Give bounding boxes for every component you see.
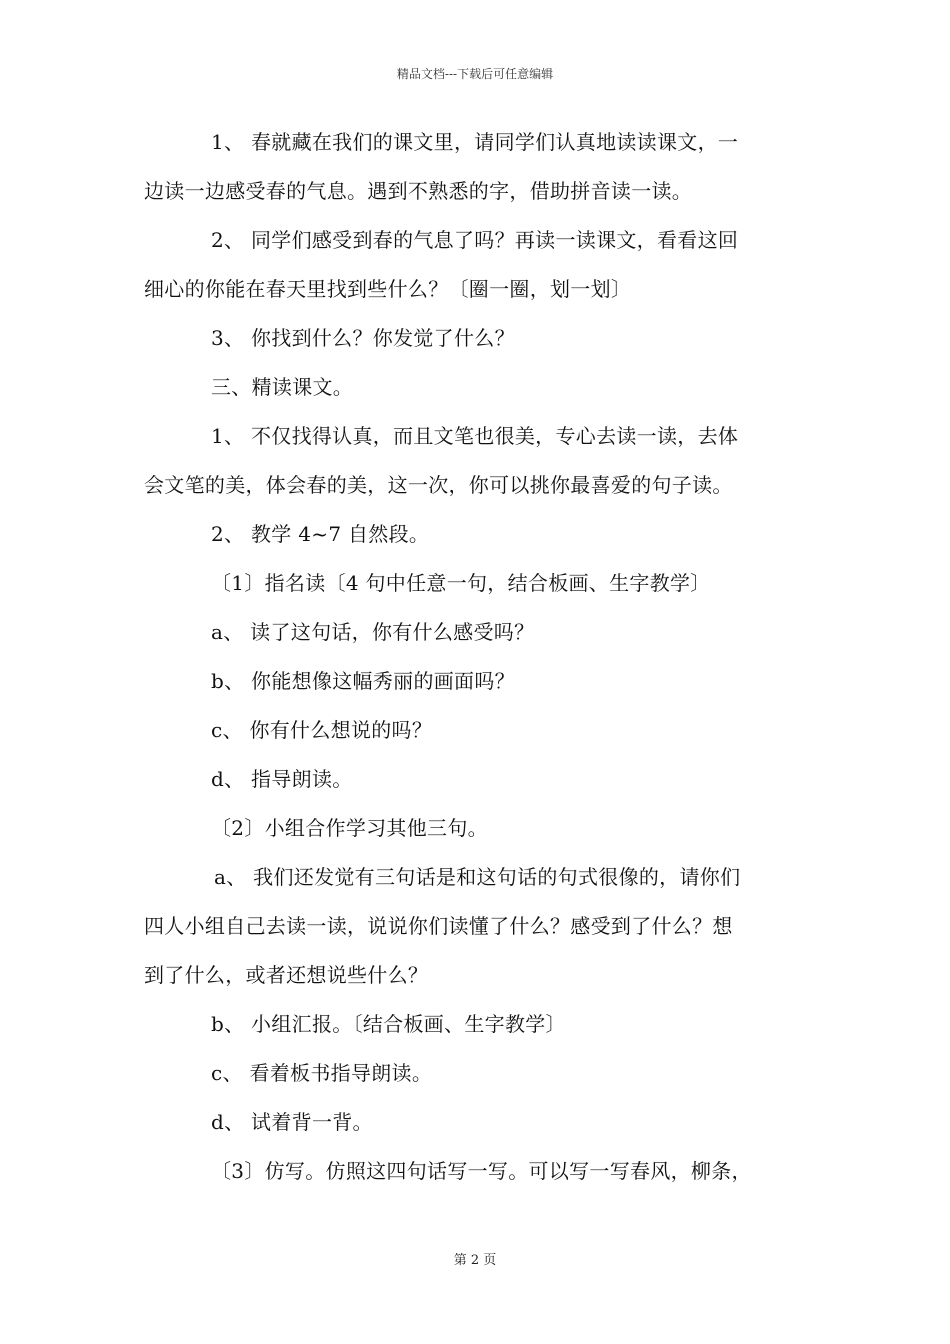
paragraph-line: c、 你有什么想说的吗？	[211, 718, 433, 742]
paragraph-line: 2、 同学们感受到春的气息了吗？再读一读课文，看看这回	[211, 228, 739, 252]
section-heading: 三、精读课文。	[211, 375, 354, 399]
paragraph-line: 〔3〕仿写。仿照这四句话写一写。可以写一写春风，柳条，	[211, 1159, 752, 1183]
paragraph-line: c、 看着板书指导朗读。	[211, 1061, 433, 1085]
paragraph-line: 2、 教学 4~7 自然段。	[211, 522, 430, 546]
paragraph-line: 会文笔的美，体会春的美，这一次，你可以挑你最喜爱的句子读。	[144, 473, 733, 497]
paragraph-line: 〔1〕指名读〔4 句中任意一句，结合板画、生字教学〕	[211, 571, 711, 595]
document-body	[144, 130, 810, 1208]
paragraph-line: b、 小组汇报。〔结合板画、生字教学〕	[211, 1012, 566, 1036]
paragraph-line: d、 试着背一背。	[211, 1110, 373, 1134]
paragraph-line: 边读一边感受春的气息。遇到不熟悉的字，借助拼音读一读。	[144, 179, 693, 203]
page-number: 第 2 页	[453, 1253, 497, 1268]
paragraph-line: a、 我们还发觉有三句话是和这句话的句式很像的，请你们	[214, 865, 741, 889]
paragraph-line: a、 读了这句话，你有什么感受吗？	[211, 620, 535, 644]
paragraph-line: 1、 春就藏在我们的课文里，请同学们认真地读读课文，一	[211, 130, 739, 154]
paragraph-line: 四人小组自己去读一读，说说你们读懂了什么？感受到了什么？想	[144, 914, 733, 938]
paragraph-line: d、 指导朗读。	[211, 767, 353, 791]
paragraph-line: 1、 不仅找得认真，而且文笔也很美，专心去读一读，去体	[211, 424, 739, 448]
paragraph-line: 3、 你找到什么？你发觉了什么？	[211, 326, 515, 350]
paragraph-line: 到了什么，或者还想说些什么？	[144, 963, 429, 987]
paragraph-line: b、 你能想像这幅秀丽的画面吗？	[211, 669, 515, 693]
page-header: 精品文档---下载后可任意编辑	[396, 67, 554, 81]
paragraph-line: 〔2〕小组合作学习其他三句。	[211, 816, 488, 840]
paragraph-line: 细心的你能在春天里找到些什么？〔圈一圈，划一划〕	[144, 277, 632, 301]
